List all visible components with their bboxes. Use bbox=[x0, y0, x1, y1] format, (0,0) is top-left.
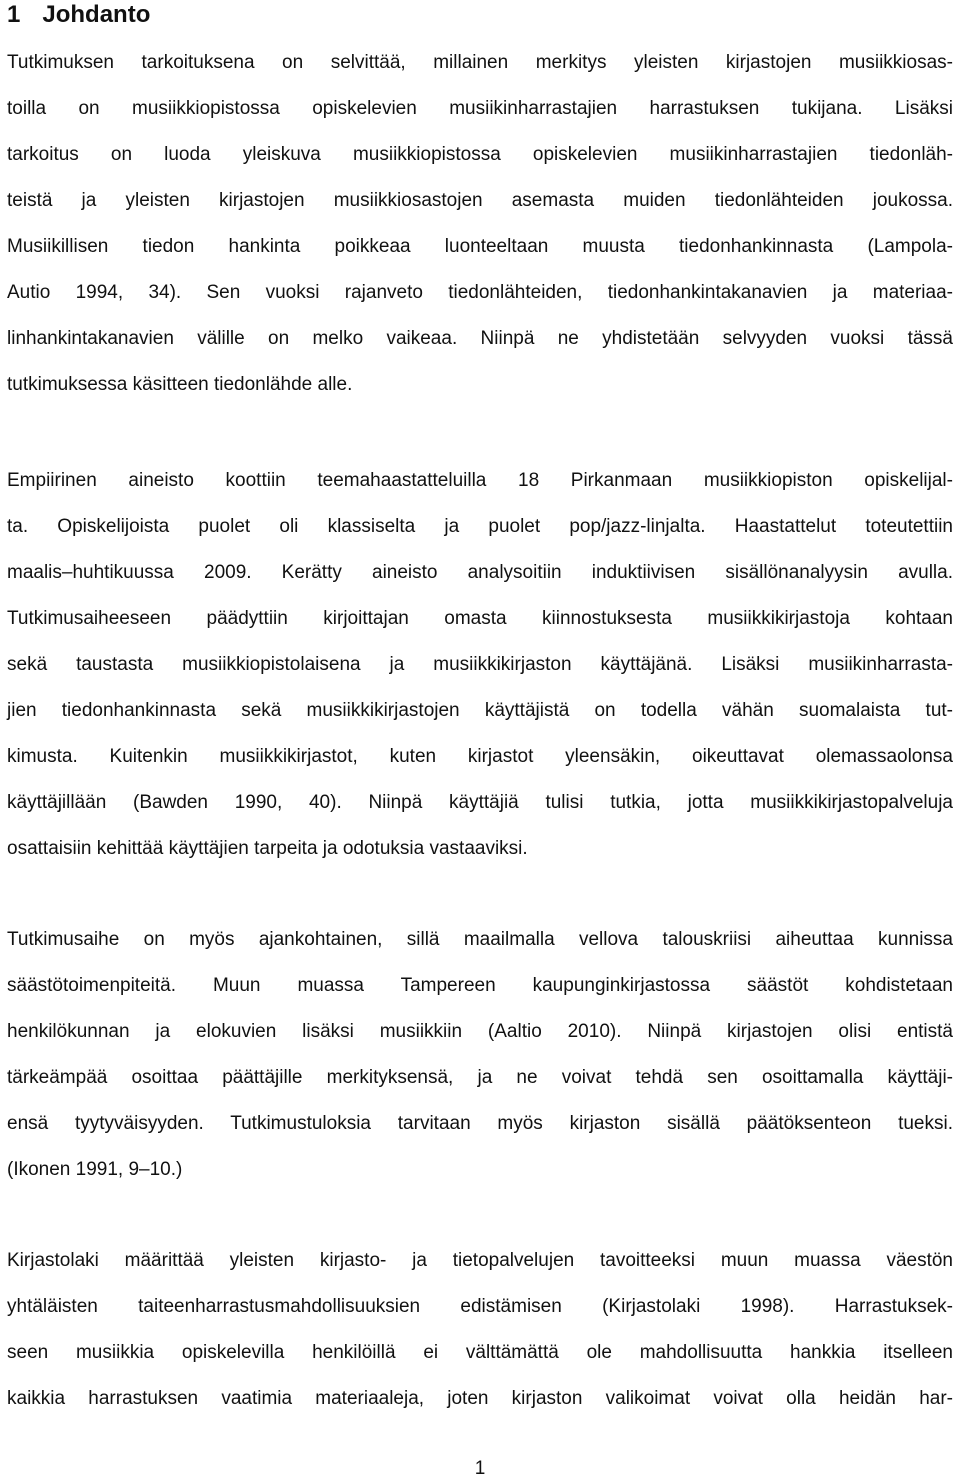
paragraph-line: kaikkia harrastuksen vaatimia materiaaleja, joten kirjaston valikoimat voivat olla heidän har- bbox=[7, 1388, 953, 1409]
paragraph-line: käyttäjillään (Bawden 1990, 40). Niinpä käyttäjiä tulisi tutkia, jotta musiikkikirjastopalveluja bbox=[7, 792, 953, 813]
paragraph-line: Musiikillisen tiedon hankinta poikkeaa luonteeltaan muusta tiedonhankinnasta (Lampola- bbox=[7, 236, 953, 257]
paragraph-line: ta. Opiskelijoista puolet oli klassiselta ja puolet pop/jazz-linjalta. Haastattelut toteutettiin bbox=[7, 516, 953, 537]
paragraph-line: tärkeämpää osoittaa päättäjille merkityksensä, ja ne voivat tehdä sen osoittamalla käyttäji- bbox=[7, 1067, 953, 1088]
paragraph-line: sekä taustasta musiikkiopistolaisena ja musiikkikirjaston käyttäjänä. Lisäksi musiikinharrasta- bbox=[7, 654, 953, 675]
section-title: Johdanto bbox=[42, 1, 151, 28]
paragraph-4 bbox=[7, 1238, 953, 1422]
paragraph-line: maalis–huhtikuussa 2009. Kerätty aineisto analysoitiin induktiivisen sisällönanalyysin avulla. bbox=[7, 562, 953, 583]
paragraph-line: henkilökunnan ja elokuvien lisäksi musiikkiin (Aaltio 2010). Niinpä kirjastojen olisi entistä bbox=[7, 1021, 953, 1042]
section-number: 1 bbox=[7, 1, 21, 28]
paragraph-line: toilla on musiikkiopistossa opiskelevien musiikinharrastajien harrastuksen tukijana. Lisäksi bbox=[7, 98, 953, 119]
paragraph-2 bbox=[7, 458, 953, 872]
paragraph-line: tarkoitus on luoda yleiskuva musiikkiopistossa opiskelevien musiikinharrastajien tiedonläh- bbox=[7, 144, 953, 165]
paragraph-line: seen musiikkia opiskelevilla henkilöillä ei välttämättä ole mahdollisuutta hankkia itselleen bbox=[7, 1342, 953, 1363]
paragraph-line: Autio 1994, 34). Sen vuoksi rajanveto tiedonlähteiden, tiedonhankintakanavien ja materiaa- bbox=[7, 282, 953, 303]
paragraph-line: ensä tyytyväisyyden. Tutkimustuloksia tarvitaan myös kirjaston sisällä päätöksenteon tueksi. bbox=[7, 1113, 953, 1134]
paragraph-line: säästötoimenpiteitä. Muun muassa Tampereen kaupunginkirjastossa säästöt kohdistetaan bbox=[7, 975, 953, 996]
paragraph-line: tutkimuksessa käsitteen tiedonlähde alle. bbox=[7, 374, 353, 395]
paragraph-line: Tutkimuksen tarkoituksena on selvittää, millainen merkitys yleisten kirjastojen musiikkiosas- bbox=[7, 52, 953, 73]
paragraph-line: jien tiedonhankinnasta sekä musiikkikirjastojen käyttäjistä on todella vähän suomalaista tut- bbox=[7, 700, 953, 721]
paragraph-line: teistä ja yleisten kirjastojen musiikkiosastojen asemasta muiden tiedonlähteiden joukossa. bbox=[7, 190, 953, 211]
paragraph-line: yhtäläisten taiteenharrastusmahdollisuuksien edistämisen (Kirjastolaki 1998). Harrastuksek- bbox=[7, 1296, 953, 1317]
paragraph-line: osattaisiin kehittää käyttäjien tarpeita ja odotuksia vastaaviksi. bbox=[7, 838, 528, 859]
paragraph-1 bbox=[7, 40, 953, 408]
paragraph-line: linhankintakanavien välille on melko vaikeaa. Niinpä ne yhdistetään selvyyden vuoksi tässä bbox=[7, 328, 953, 349]
document-page bbox=[7, 0, 953, 1409]
page-number: 1 bbox=[474, 1458, 486, 1479]
paragraph-3 bbox=[7, 917, 953, 1193]
paragraph-line: Empiirinen aineisto koottiin teemahaastatteluilla 18 Pirkanmaan musiikkiopiston opiskelijal- bbox=[7, 470, 953, 491]
paragraph-line: Tutkimusaihe on myös ajankohtainen, sillä maailmalla vellova talouskriisi aiheuttaa kunnissa bbox=[7, 929, 953, 950]
paragraph-line: Tutkimusaiheeseen päädyttiin kirjoittajan omasta kiinnostuksesta musiikkikirjastoja kohtaan bbox=[7, 608, 953, 629]
paragraph-line: Kirjastolaki määrittää yleisten kirjasto- ja tietopalvelujen tavoitteeksi muun muassa väestön bbox=[7, 1250, 953, 1271]
section-heading bbox=[7, 0, 953, 30]
paragraph-line: (Ikonen 1991, 9–10.) bbox=[7, 1159, 183, 1180]
paragraph-line: kimusta. Kuitenkin musiikkikirjastot, kuten kirjastot yleensäkin, oikeuttavat olemassaolonsa bbox=[7, 746, 953, 767]
